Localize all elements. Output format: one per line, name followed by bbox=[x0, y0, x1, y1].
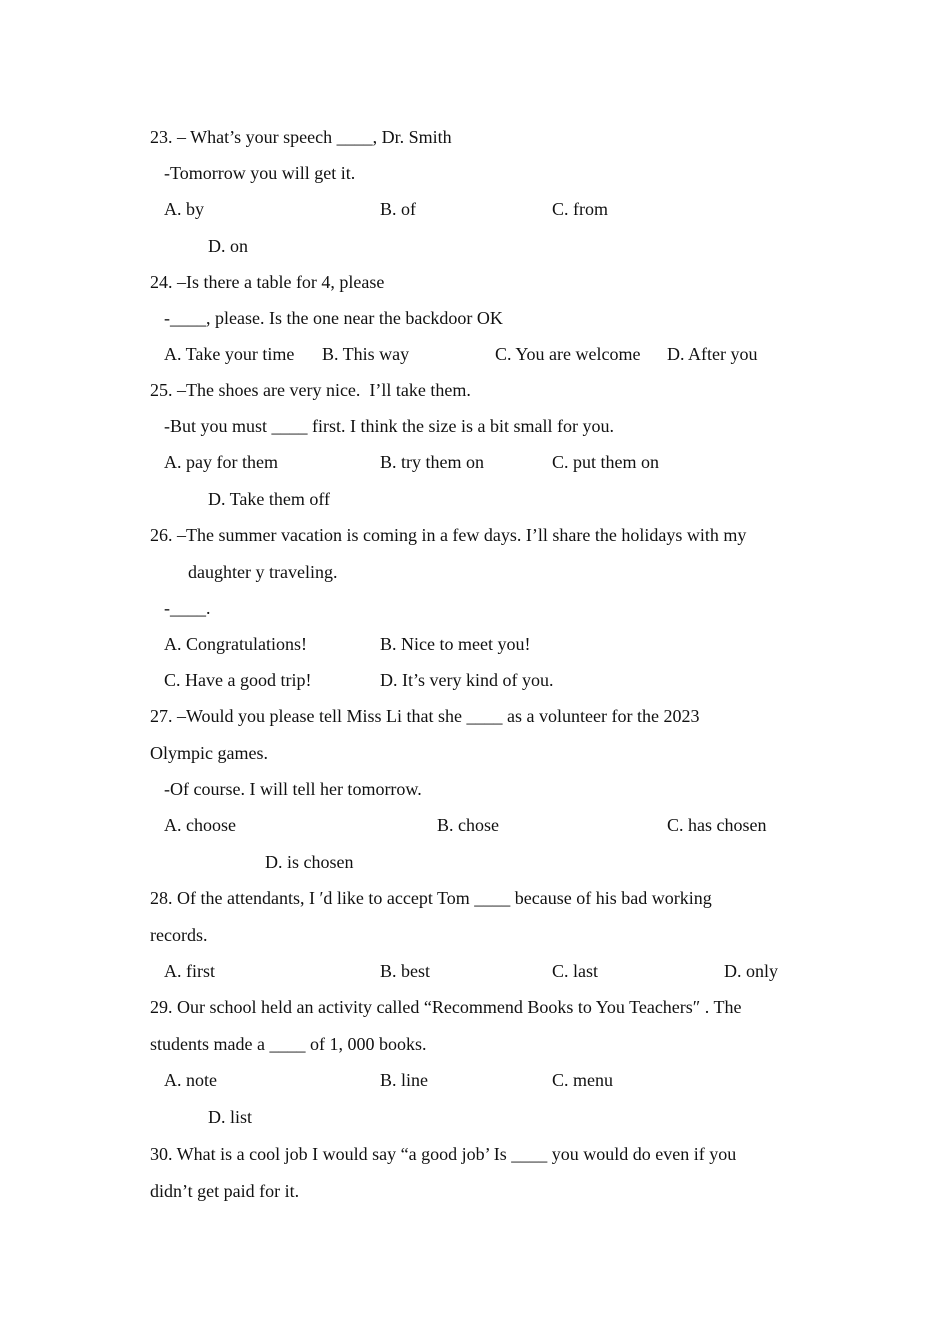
question-27-stem-line1: 27. –Would you please tell Miss Li that she ____ as a volunteer for the 2023 bbox=[150, 706, 700, 726]
question-28-stem-line2: records. bbox=[150, 925, 208, 945]
question-29-stem-line1: 29. Our school held an activity called “Recommend Books to You Teachers″ . The bbox=[150, 997, 742, 1017]
question-26-option-a: A. Congratulations! bbox=[164, 634, 307, 654]
question-25-stem: 25. –The shoes are very nice. I’ll take them. bbox=[150, 380, 471, 400]
question-29-option-b: B. line bbox=[380, 1070, 428, 1090]
question-25-option-a: A. pay for them bbox=[164, 452, 278, 472]
question-27-option-d: D. is chosen bbox=[265, 852, 354, 872]
question-23-reply: -Tomorrow you will get it. bbox=[164, 163, 356, 183]
question-26-stem-line1: 26. –The summer vacation is coming in a few days. I’ll share the holidays with my bbox=[150, 525, 747, 545]
question-24-reply: -____, please. Is the one near the backdoor OK bbox=[164, 308, 503, 328]
question-30-stem-line1: 30. What is a cool job I would say “a good job’ Is ____ you would do even if you bbox=[150, 1144, 737, 1164]
question-26-reply: -____. bbox=[164, 598, 211, 618]
question-26-option-c: C. Have a good trip! bbox=[164, 670, 312, 690]
question-28-option-b: B. best bbox=[380, 961, 431, 981]
question-24-option-d: D. After you bbox=[667, 344, 758, 364]
question-27-option-b: B. chose bbox=[437, 815, 499, 835]
question-27-reply: -Of course. I will tell her tomorrow. bbox=[164, 779, 422, 799]
question-23-option-b: B. of bbox=[380, 199, 416, 219]
question-27-option-c: C. has chosen bbox=[667, 815, 767, 835]
question-23-option-a: A. by bbox=[164, 199, 204, 219]
question-25-option-c: C. put them on bbox=[552, 452, 659, 472]
question-24-option-c: C. You are welcome bbox=[495, 344, 641, 364]
question-25-option-d: D. Take them off bbox=[208, 489, 331, 509]
question-29-option-d: D. list bbox=[208, 1107, 253, 1127]
question-26-option-d: D. It’s very kind of you. bbox=[380, 670, 554, 690]
question-28-option-a: A. first bbox=[164, 961, 215, 981]
question-24-option-a: A. Take your time bbox=[164, 344, 295, 364]
question-25-reply: -But you must ____ first. I think the size is a bit small for you. bbox=[164, 416, 614, 436]
question-27-option-a: A. choose bbox=[164, 815, 236, 835]
question-29-option-c: C. menu bbox=[552, 1070, 613, 1090]
question-29-stem-line2: students made a ____ of 1, 000 books. bbox=[150, 1034, 427, 1054]
question-24-stem: 24. –Is there a table for 4, please bbox=[150, 272, 385, 292]
question-23-option-d: D. on bbox=[208, 236, 248, 256]
question-28-stem-line1: 28. Of the attendants, I ′d like to accept Tom ____ because of his bad working bbox=[150, 888, 712, 908]
question-25-option-b: B. try them on bbox=[380, 452, 484, 472]
question-30-stem-line2: didn’t get paid for it. bbox=[150, 1181, 300, 1201]
question-26-option-b: B. Nice to meet you! bbox=[380, 634, 531, 654]
question-23-stem: 23. – What’s your speech ____, Dr. Smith bbox=[150, 127, 452, 147]
question-23-option-c: C. from bbox=[552, 199, 608, 219]
question-29-option-a: A. note bbox=[164, 1070, 217, 1090]
question-28-option-d: D. only bbox=[724, 961, 778, 981]
question-24-option-b: B. This way bbox=[322, 344, 410, 364]
question-27-stem-line2: Olympic games. bbox=[150, 743, 268, 763]
question-26-stem-line2: daughter y traveling. bbox=[188, 562, 338, 582]
question-28-option-c: C. last bbox=[552, 961, 599, 981]
